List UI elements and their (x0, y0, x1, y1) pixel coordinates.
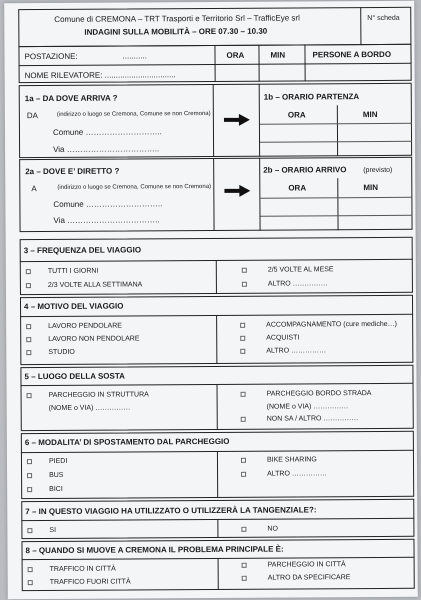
q1a-via: Via …………………………….. (53, 144, 160, 154)
postazione-dots: ........... (122, 51, 147, 61)
q3-option: TUTTI I GIORNI (47, 267, 99, 275)
q4-option: LAVORO NON PENDOLARE (48, 335, 140, 343)
q1a-comune: Comune ……………………….. (52, 127, 162, 137)
q1a-prefix: DA (26, 111, 39, 121)
checkbox-icon[interactable] (242, 576, 247, 581)
checkbox-icon[interactable] (27, 393, 32, 398)
q5-option: NON SA / ALTRO …………… (266, 415, 359, 423)
q8-option: TRAFFICO FUORI CITTÀ (49, 578, 131, 586)
persone-a-bordo: PERSONE A BORDO (312, 49, 392, 60)
q4-option: LAVORO PENDOLARE (48, 322, 122, 330)
checkbox-icon[interactable] (241, 472, 246, 477)
checkbox-icon[interactable] (27, 473, 32, 478)
scheda-label: N° scheda (367, 14, 400, 23)
checkbox-icon[interactable] (28, 567, 33, 572)
checkbox-icon[interactable] (26, 269, 31, 274)
q5-option: (NOME o VIA) …………… (48, 404, 131, 412)
q6-option: BUS (49, 471, 64, 479)
q2a-title: 2a – DOVE E’ DIRETTO ? (25, 166, 120, 177)
q6-option: BIKE SHARING (266, 456, 317, 464)
q1b-ora: ORA (287, 110, 306, 120)
q4-option: ALTRO …………… (266, 347, 327, 355)
header-line1: Comune di CREMONA – TRT Trasporti e Territorio Srl – TrafficEye srl (54, 13, 300, 24)
q6-option: PIEDI (48, 457, 68, 465)
checkbox-icon[interactable] (240, 336, 245, 341)
q8-title: 8 – QUANDO SI MUOVE A CREMONA IL PROBLEMA PRINCIPALE È: (25, 544, 284, 556)
q4-option: ACQUISTI (266, 334, 300, 342)
q3-option: 2/3 VOLTE ALLA SETTIMANA (47, 281, 143, 289)
postazione-min: MIN (270, 50, 286, 60)
checkbox-icon[interactable] (27, 487, 32, 492)
checkbox-icon[interactable] (26, 350, 31, 355)
q5-title: 5 – LUOGO DELLA SOSTA (24, 371, 125, 382)
q2a-via: Via …………………………….. (53, 215, 160, 225)
q2a-hint: (indirizzo o luogo se Cremona, Comune se non Cremona) (57, 183, 212, 191)
checkbox-icon[interactable] (26, 324, 31, 329)
q3-option: 2/5 VOLTE AL MESE (267, 266, 334, 274)
q2b-note: (previsto) (363, 166, 393, 175)
q8-option: PARCHEGGIO IN CITTÀ (267, 561, 346, 569)
q1a-title: 1a – DA DOVE ARRIVA ? (24, 93, 118, 104)
q4-option: ACCOMPAGNAMENTO (cure mediche…) (266, 320, 398, 329)
q4-title: 4 – MOTIVO DEL VIAGGIO (24, 301, 124, 312)
q7-option: NO (267, 525, 278, 533)
q4-option: STUDIO (48, 348, 75, 356)
checkbox-icon[interactable] (240, 323, 245, 328)
checkbox-icon[interactable] (241, 417, 246, 422)
q8-option: ALTRO DA SPECIFICARE (267, 574, 351, 582)
checkbox-icon[interactable] (242, 282, 247, 287)
survey-form (4, 1, 418, 599)
checkbox-icon[interactable] (241, 392, 246, 397)
q5-option: (NOME o VIA) …………… (266, 403, 349, 411)
q6-option: BICI (49, 485, 63, 493)
q3-title: 3 – FREQUENZA DEL VIAGGIO (23, 245, 142, 256)
q1b-title: 1b – ORARIO PARTENZA (263, 92, 360, 102)
q2b-ora: ORA (288, 183, 307, 193)
checkbox-icon[interactable] (27, 459, 32, 464)
q3-option: ALTRO …………… (267, 280, 328, 288)
right-arrow-icon (224, 114, 250, 126)
q6-option: ALTRO …………… (267, 470, 327, 478)
q1a-hint: (indirizzo o luogo se Cremona, Comune se non Cremona) (56, 110, 211, 118)
checkbox-icon[interactable] (240, 349, 245, 354)
postazione-label: POSTAZIONE: (24, 51, 78, 62)
rilevatore-label: NOME RILEVATORE: ................................ (24, 70, 176, 81)
q7-option: SI (49, 526, 57, 534)
right-arrow-icon (224, 185, 250, 197)
header-title: INDAGINI SULLA MOBILITÀ – ORE 07.30 – 10.30 (84, 26, 268, 37)
q5-option: PARCHEGGIO IN STRUTTURA (48, 391, 149, 399)
q1b-min: MIN (362, 109, 378, 120)
checkbox-icon[interactable] (28, 580, 33, 585)
checkbox-icon[interactable] (241, 458, 246, 463)
checkbox-icon[interactable] (241, 527, 246, 532)
postazione-ora: ORA (226, 50, 245, 60)
q5-option: PARCHEGGIO BORDO STRADA (266, 390, 372, 398)
q7-title: 7 – IN QUESTO VIAGGIO HA UTILIZZATO O UTILIZZERÀ LA TANGENZIALE?: (25, 505, 317, 517)
checkbox-icon[interactable] (27, 528, 32, 533)
q8-option: TRAFFICO IN CITTÀ (49, 565, 116, 573)
q6-title: 6 – MODALITA’ DI SPOSTAMENTO DAL PARCHEGGIO (24, 436, 230, 448)
checkbox-icon[interactable] (26, 283, 31, 288)
q2a-prefix: A (31, 184, 37, 194)
checkbox-icon[interactable] (26, 337, 31, 342)
q2b-min: MIN (363, 182, 379, 193)
q2b-title: 2b – ORARIO ARRIVO (263, 165, 347, 175)
checkbox-icon[interactable] (242, 268, 247, 273)
checkbox-icon[interactable] (242, 563, 247, 568)
q2a-comune: Comune ……………………….. (53, 199, 163, 209)
